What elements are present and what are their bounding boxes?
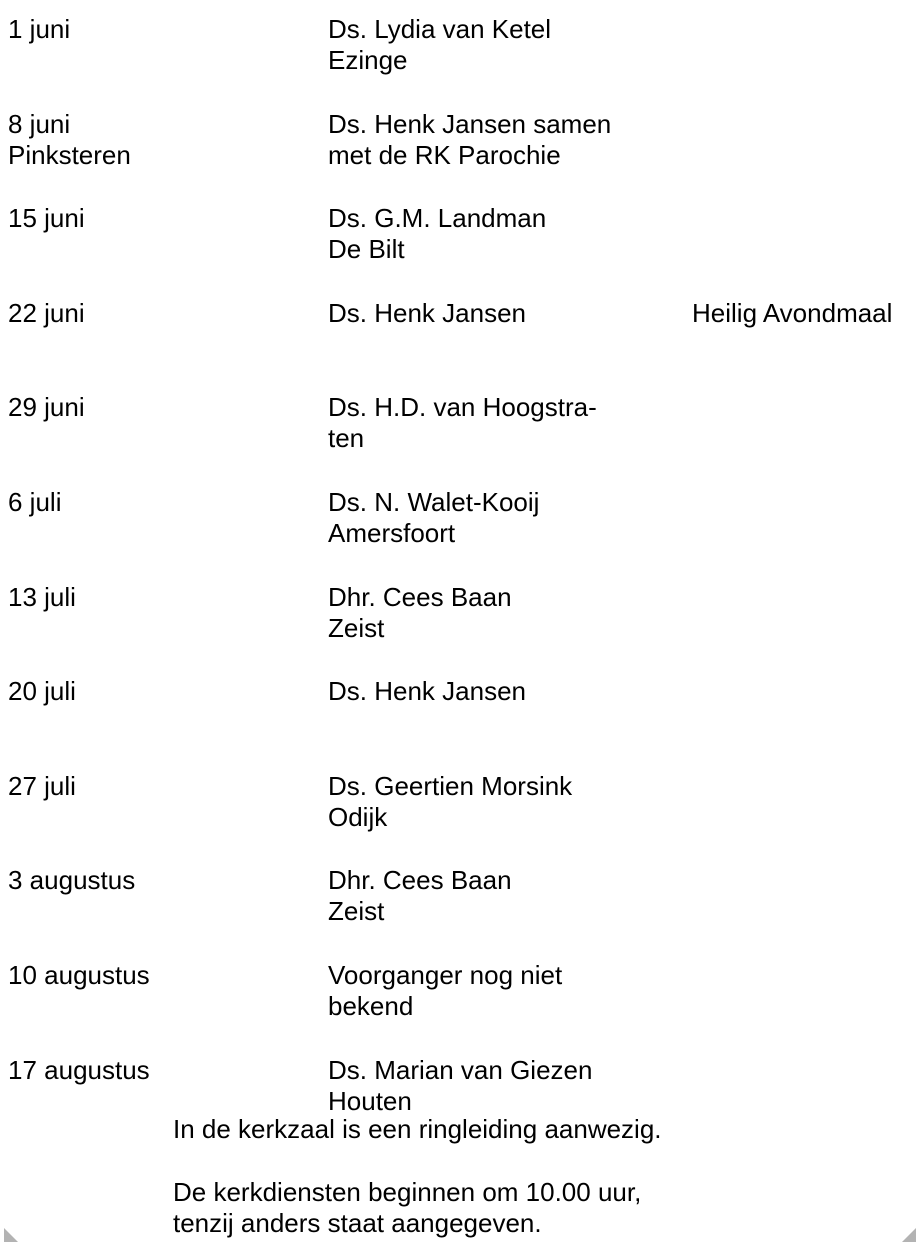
service-preacher: Voorganger nog niet bekend bbox=[328, 959, 563, 1021]
schedule-row bbox=[8, 109, 920, 204]
schedule-row bbox=[8, 865, 920, 960]
schedule-row bbox=[8, 14, 920, 109]
service-preacher: Ds. Geertien Morsink Odijk bbox=[328, 770, 573, 832]
service-preacher: Dhr. Cees Baan Zeist bbox=[328, 865, 512, 927]
service-date: 10 augustus bbox=[8, 959, 150, 990]
service-date: 3 augustus bbox=[8, 865, 136, 896]
service-preacher: Ds. N. Walet-Kooij Amersfoort bbox=[328, 486, 540, 548]
service-date: 6 juli bbox=[8, 486, 62, 517]
service-preacher: Ds. Henk Jansen samen met de RK Parochie bbox=[328, 108, 612, 170]
service-date: 1 juni bbox=[8, 14, 71, 44]
service-date: 20 juli bbox=[8, 676, 76, 707]
schedule-row bbox=[8, 487, 920, 582]
service-preacher: Ds. H.D. van Hoogstra- ten bbox=[328, 392, 597, 454]
schedule-row bbox=[8, 203, 920, 298]
ringleiding-note: In de kerkzaal is een ringleiding aanwezig. bbox=[173, 1114, 662, 1144]
service-preacher: Dhr. Cees Baan Zeist bbox=[328, 581, 512, 643]
service-date: 13 juli bbox=[8, 581, 76, 612]
service-date: 29 juni bbox=[8, 392, 85, 423]
service-preacher: Ds. Marian van Giezen Houten bbox=[328, 1054, 593, 1116]
start-time-note: De kerkdiensten beginnen om 10.00 uur, tenzij anders staat aangegeven. bbox=[173, 1177, 642, 1238]
service-date: 15 juni bbox=[8, 203, 85, 234]
schedule-row bbox=[8, 298, 920, 393]
schedule-row bbox=[8, 771, 920, 866]
schedule-row bbox=[8, 960, 920, 1055]
page-corner-left-icon bbox=[4, 1228, 18, 1242]
service-preacher: Ds. Henk Jansen bbox=[328, 676, 526, 707]
service-preacher: Ds. Lydia van Ketel Ezinge bbox=[328, 14, 552, 75]
service-schedule bbox=[8, 14, 920, 1149]
service-date: 17 augustus bbox=[8, 1054, 150, 1085]
schedule-row bbox=[8, 392, 920, 487]
service-preacher: Ds. G.M. Landman De Bilt bbox=[328, 203, 547, 265]
service-preacher: Ds. Henk Jansen bbox=[328, 297, 526, 328]
service-date: 22 juni bbox=[8, 297, 85, 328]
service-note: Heilig Avondmaal bbox=[692, 297, 893, 328]
schedule-row bbox=[8, 582, 920, 677]
schedule-row bbox=[8, 676, 920, 771]
resize-handle-icon[interactable] bbox=[902, 1228, 916, 1242]
service-date: 8 juni Pinksteren bbox=[8, 108, 131, 170]
footer-notes bbox=[173, 1114, 873, 1239]
service-date: 27 juli bbox=[8, 770, 76, 801]
